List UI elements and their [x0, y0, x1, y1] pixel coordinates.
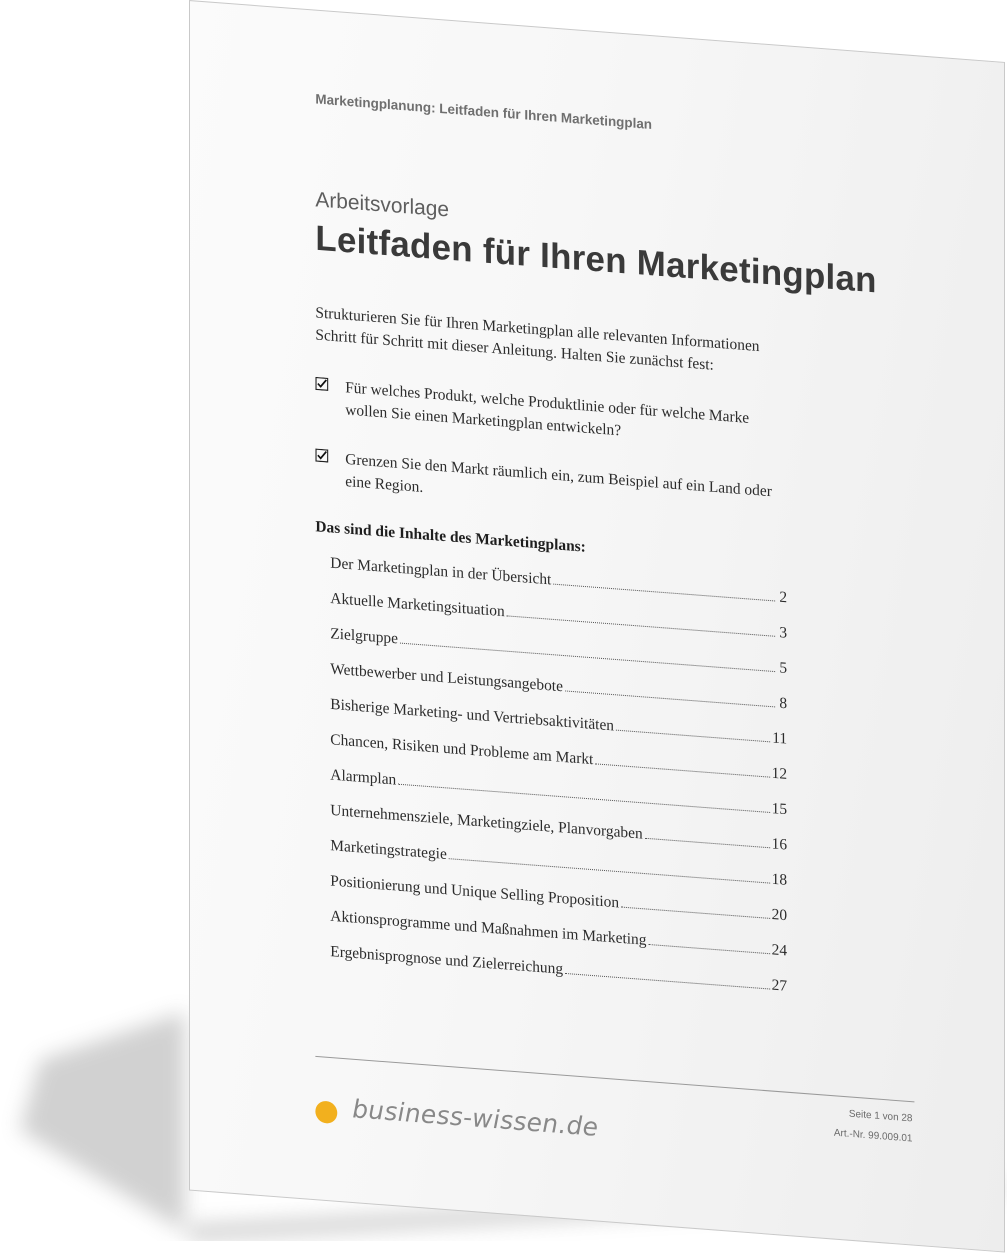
toc-leader-dots: [507, 603, 775, 637]
toc-entry-label: Alarmplan: [330, 766, 397, 789]
page-number: Seite 1 von 28: [848, 1108, 913, 1125]
intro-paragraph: Strukturieren Sie für Ihren Marketingplan alle relevanten Informationen Schritt für Schritt mit dieser Anleitung. Halten Sie zunächst fest:: [315, 304, 760, 374]
toc-entry-page: 20: [771, 905, 788, 925]
toc-entry-label: Chancen, Risiken und Probleme am Markt: [330, 731, 594, 769]
brand-logo-text: business-wissen.de: [352, 1093, 599, 1142]
toc-entry-label: Unternehmensziele, Marketingziele, Planvorgaben: [330, 801, 643, 843]
toc-leader-dots: [616, 718, 770, 743]
toc-leader-dots: [565, 678, 775, 707]
toc-entry-label: Ergebnisprognose und Zielerreichung: [330, 943, 564, 978]
toc-entry-label: Zielgruppe: [330, 625, 398, 648]
checklist-item: [315, 375, 783, 455]
toc-entry-page: 27: [771, 976, 788, 995]
toc-entry-page: 3: [779, 623, 788, 642]
toc-entry-page: 15: [771, 799, 788, 819]
toc-leader-dots: [553, 572, 775, 602]
footer-page-info: [834, 1103, 913, 1149]
checkbox-checked-icon: [315, 448, 328, 462]
toc-entry-page: 5: [779, 659, 788, 678]
toc-leader-dots: [565, 961, 770, 990]
running-header: Marketingplanung: Leitfaden für Ihren Marketingplan: [315, 91, 653, 133]
toc-leader-dots: [648, 932, 769, 954]
toc-leader-dots: [595, 751, 769, 777]
toc-entry-page: 16: [771, 835, 788, 854]
brand-logo-dot: [315, 1100, 337, 1124]
document-subtitle: Arbeitsvorlage: [315, 188, 449, 222]
toc-entry-label: Bisherige Marketing- und Vertriebsaktivitäten: [330, 695, 615, 735]
toc-leader-dots: [645, 826, 770, 849]
toc-entry-label: Wettbewerber und Leistungsangebote: [330, 660, 563, 696]
toc-heading: Das sind die Inhalte des Marketingplans:: [315, 518, 586, 556]
toc-entry-label: Der Marketingplan in der Übersicht: [330, 554, 552, 589]
toc-leader-dots: [621, 894, 770, 918]
checklist-item-text: Grenzen Sie den Markt räumlich ein, zum Beispiel auf ein Land oder eine Region.: [345, 450, 772, 501]
document-page: [189, 0, 1005, 1253]
article-number: Art.-Nr. 99.009.01: [833, 1127, 913, 1145]
toc-entry-page: 8: [779, 694, 788, 713]
toc-entry-page: 12: [771, 764, 788, 783]
toc-entry-label: Aktionsprogramme und Maßnahmen im Marketing: [330, 907, 647, 949]
toc-entry-page: 11: [772, 729, 788, 748]
toc-entry-page: 24: [771, 941, 788, 960]
checklist-item: [315, 446, 783, 526]
toc-entry-page: 2: [779, 588, 788, 607]
checklist-item-text: Für welches Produkt, welche Produktlinie oder für welche Marke wollen Sie einen Marketingplan entwickeln?: [345, 379, 750, 439]
document-title: Leitfaden für Ihren Marketingplan: [315, 218, 877, 301]
checkbox-checked-icon: [315, 377, 328, 391]
toc-entry-page: 18: [771, 870, 788, 889]
footer-divider: [315, 1056, 914, 1103]
toc-entry-label: Marketingstrategie: [330, 837, 447, 864]
toc-entry-label: Positionierung und Unique Selling Proposition: [330, 872, 620, 912]
toc-entry-label: Aktuelle Marketingsituation: [330, 589, 505, 621]
